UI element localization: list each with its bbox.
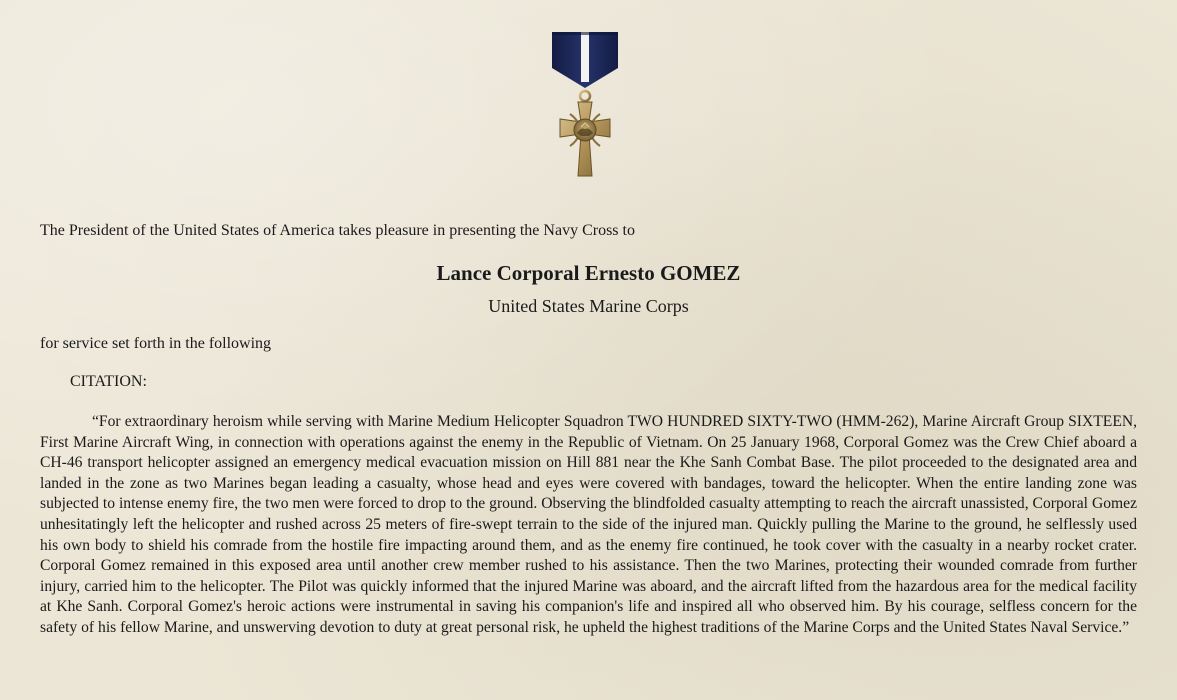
navy-cross-medal-icon — [548, 30, 622, 182]
citation-body: “For extraordinary heroism while serving with Marine Medium Helicopter Squadron TWO HUNDRED SIXTY-TWO (HMM-262), Marine Aircraft Group SIXTEEN, First Marine Aircraft Wing, in connection with operations against the enemy in the Republic of Vietnam. On 25 January 1968, Corporal Gomez was the Crew Chief aboard a CH-46 transport helicopter assigned an emergency medical evacuation mission on Hill 881 near the Khe Sanh Combat Base. The pilot proceeded to the designated area and landed in the zone as two Marines began leading a casualty, whose head and eyes were covered with bandages, toward the helicopter. When the entire landing zone was subjected to intense enemy fire, the two men were forced to drop to the ground. Observing the blindfolded casualty attempting to reach the aircraft unassisted, Corporal Gomez unhesitatingly left the helicopter and rushed across 25 meters of fire-swept terrain to the side of the injured man. Quickly pulling the Marine to the ground, he selflessly used his own body to shield his comrade from the hostile fire impacting around them, and as the enemy fire continued, he took cover with the casualty in a nearby rocket crater. Corporal Gomez remained in this exposed area until another crew member rushed to his assistance. Then the two Marines, protecting their wounded comrade from further injury, carried him to the helicopter. The Pilot was quickly informed that the injured Marine was aboard, and the aircraft lifted from the hazardous area for the medical facility at Khe Sanh. Corporal Gomez's heroic actions were instrumental in saving his companion's life and inspired all who observed him. By his courage, selfless concern for the safety of his fellow Marine, and unswerving devotion to duty at great personal risk, he upheld the highest traditions of the Marine Corps and the United States Naval Service.” — [40, 413, 1137, 636]
citation-preamble: The President of the United States of America takes pleasure in presenting the Navy Cross to — [40, 222, 635, 239]
recipient-branch: United States Marine Corps — [488, 296, 689, 316]
citation-heading: CITATION: — [70, 373, 147, 390]
service-line: for service set forth in the following — [40, 335, 272, 352]
recipient-name: Lance Corporal Ernesto GOMEZ — [436, 261, 741, 285]
